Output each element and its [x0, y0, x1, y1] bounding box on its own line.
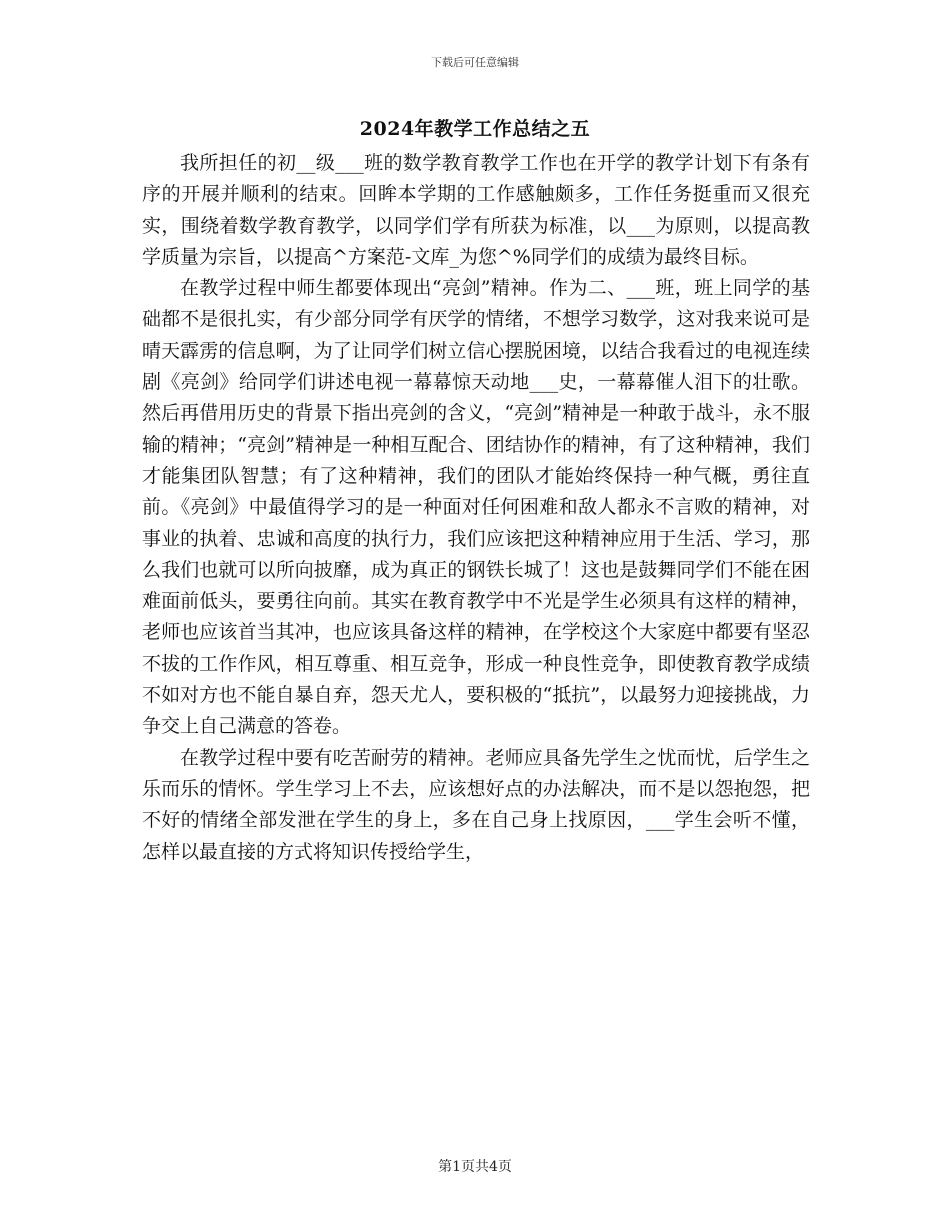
page-number: 第1页共4页: [438, 1159, 512, 1175]
paragraph-2: 在教学过程中师生都要体现出“亮剑”精神。作为二、___班，班上同学的基础都不是很扎实，有少部分同学有厌学的情绪，不想学习数学，这对我来说可是晴天霹雳的信息啊，为了让同学们树立信心摆脱困境，以结合我看过的电视连续剧《亮剑》给同学们讲述电视一幕幕惊天动地___史，一幕幕催人泪下的壮歌。然后再借用历史的背景下指出亮剑的含义，“亮剑”精神是一种敢于战斗，永不服输的精神；“亮剑”精神是一种相互配合、团结协作的精神，有了这种精神，我们才能集团队智慧；有了这种精神，我们的团队才能始终保持一种气概，勇往直前。《亮剑》中最值得学习的是一种面对任何困难和敌人都永不言败的精神，对事业的执着、忠诚和高度的执行力，我们应该把这种精神应用于生活、学习，那么我们也就可以所向披靡，成为真正的钢铁长城了！这也是鼓舞同学们不能在困难面前低头，要勇往向前。其实在教育教学中不光是学生必须具有这样的精神，老师也应该首当其冲，也应该具备这样的精神，在学校这个大家庭中都要有坚忍不拔的工作作风，相互尊重、相互竞争，形成一种良性竞争，即使教育教学成绩不如对方也不能自暴自弃，怨天尤人，要积极的“抵抗”，以最努力迎接挑战，力争交上自己满意的答卷。: [142, 277, 810, 738]
header-note: 下载后可任意编辑: [431, 56, 519, 69]
document-body: [142, 148, 810, 868]
paragraph-1: 我所担任的初__级___班的数学教育教学工作也在开学的教学计划下有条有序的开展并顺利的结束。回眸本学期的工作感触颇多，工作任务挺重而又很充实，围绕着数学教育教学，以同学们学有所获为标准，以___为原则，以提高教学质量为宗旨，以提高^方案范-文库_为您^%同学们的成绩为最终目标。: [142, 152, 810, 268]
document-title: 2024年教学工作总结之五: [359, 118, 591, 140]
paragraph-3: 在教学过程中要有吃苦耐劳的精神。老师应具备先学生之忧而忧，后学生之乐而乐的情怀。学生学习上不去，应该想好点的办法解决，而不是以怨抱怨，把不好的情绪全部发泄在学生的身上，多在自己身上找原因，___学生会听不懂，怎样以最直接的方式将知识传授给学生，: [142, 746, 810, 863]
